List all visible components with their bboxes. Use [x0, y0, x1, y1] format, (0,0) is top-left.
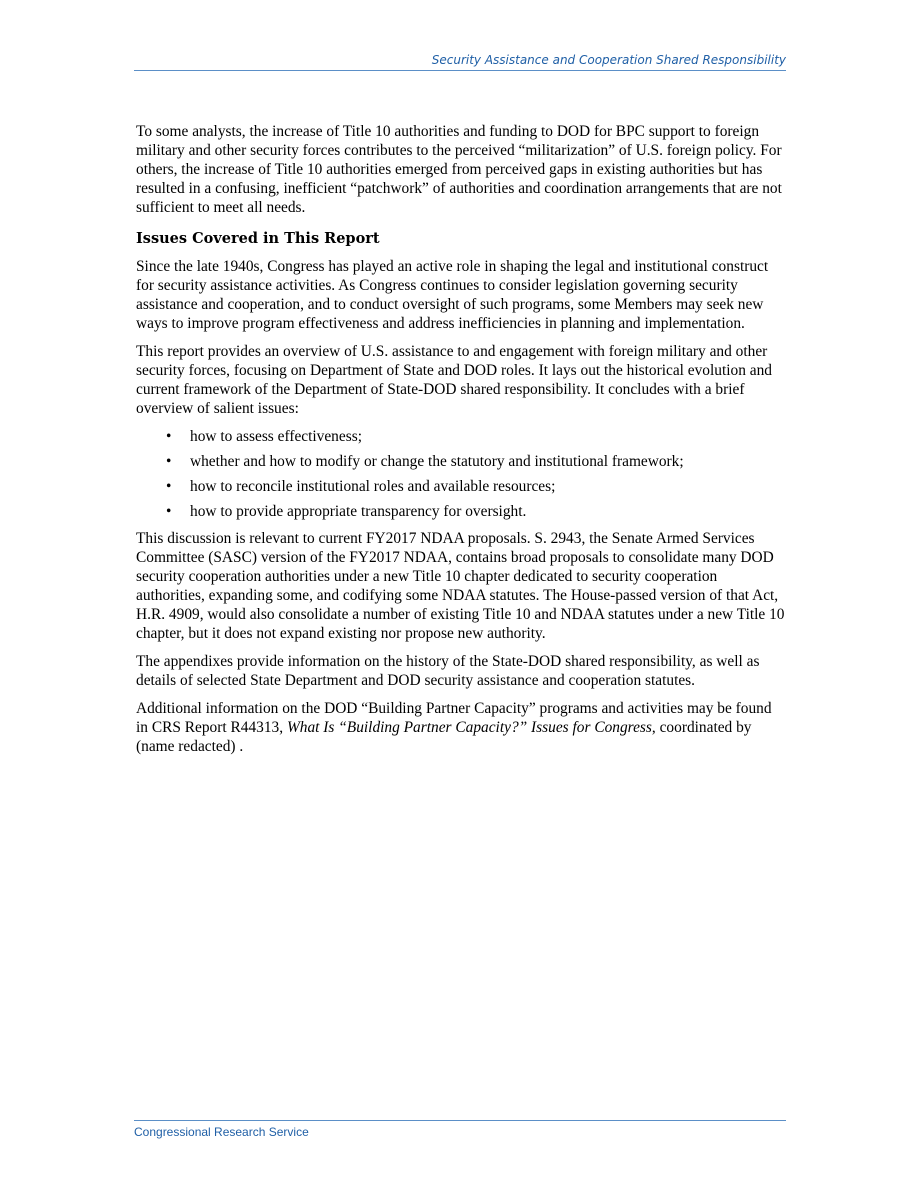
- paragraph-militarization: To some analysts, the increase of Title 10 authorities and funding to DOD for BPC support to foreign military and other security forces contributes to the perceived “militarization” of U.S. foreign policy. For others, the increase of Title 10 authorities emerged from perceived gaps in existing authorities but has resulted in a confusing, inefficient “patchwork” of authorities and coordination arrangements that are not sufficient to meet all needs.: [136, 123, 782, 216]
- paragraph-report-overview: This report provides an overview of U.S. assistance to and engagement with foreign military and other security forces, focusing on Department of State and DOD roles. It lays out the historical evolution and current framework of the Department of State-DOD shared responsibility. It concludes with a brief overview of salient issues:: [136, 343, 772, 417]
- bullet-icon: •: [166, 428, 172, 445]
- list-item: • how to provide appropriate transparency for oversight.: [166, 503, 527, 520]
- bullet-icon: •: [166, 503, 172, 520]
- running-footer: Congressional Research Service: [134, 1120, 786, 1140]
- paragraph-additional-info: Additional information on the DOD “Building Partner Capacity” programs and activities may be found in CRS Report R44313, What Is “Building Partner Capacity?” Issues for Congress, coordinated by (name redacted) .: [136, 700, 772, 755]
- list-item: • whether and how to modify or change the statutory and institutional framework;: [166, 453, 684, 470]
- document-body: [136, 122, 786, 765]
- bullet-icon: •: [166, 478, 172, 495]
- bullet-icon: •: [166, 453, 172, 470]
- paragraph-ndaa-proposals: This discussion is relevant to current FY2017 NDAA proposals. S. 2943, the Senate Armed Services Committee (SASC) version of the FY2017 NDAA, contains broad proposals to consolidate many DOD security cooperation authorities under a new Title 10 chapter dedicated to security cooperation authorities, expanding some, and codifying some NDAA statutes. The House-passed version of that Act, H.R. 4909, would also consolidate a number of existing Title 10 and NDAA statutes under a new Title 10 chapter, but it does not expand existing nor propose new authority.: [136, 530, 785, 642]
- issues-list: [136, 427, 786, 521]
- report-title-citation: What Is “Building Partner Capacity?” Issues for Congress: [286, 719, 652, 736]
- running-header: Security Assistance and Cooperation Shared Responsibility: [134, 52, 786, 71]
- paragraph-congress-role: Since the late 1940s, Congress has played an active role in shaping the legal and institutional construct for security assistance activities. As Congress continues to consider legislation governing security assistance and cooperation, and to conduct oversight of such programs, some Members may seek new ways to improve program effectiveness and address inefficiencies in planning and implementation.: [136, 258, 769, 332]
- section-heading: Issues Covered in This Report: [136, 230, 380, 247]
- list-item: • how to reconcile institutional roles and available resources;: [166, 478, 556, 495]
- list-item: • how to assess effectiveness;: [166, 428, 362, 445]
- paragraph-appendixes: The appendixes provide information on the history of the State-DOD shared responsibility, as well as details of selected State Department and DOD security assistance and cooperation statutes.: [136, 653, 760, 689]
